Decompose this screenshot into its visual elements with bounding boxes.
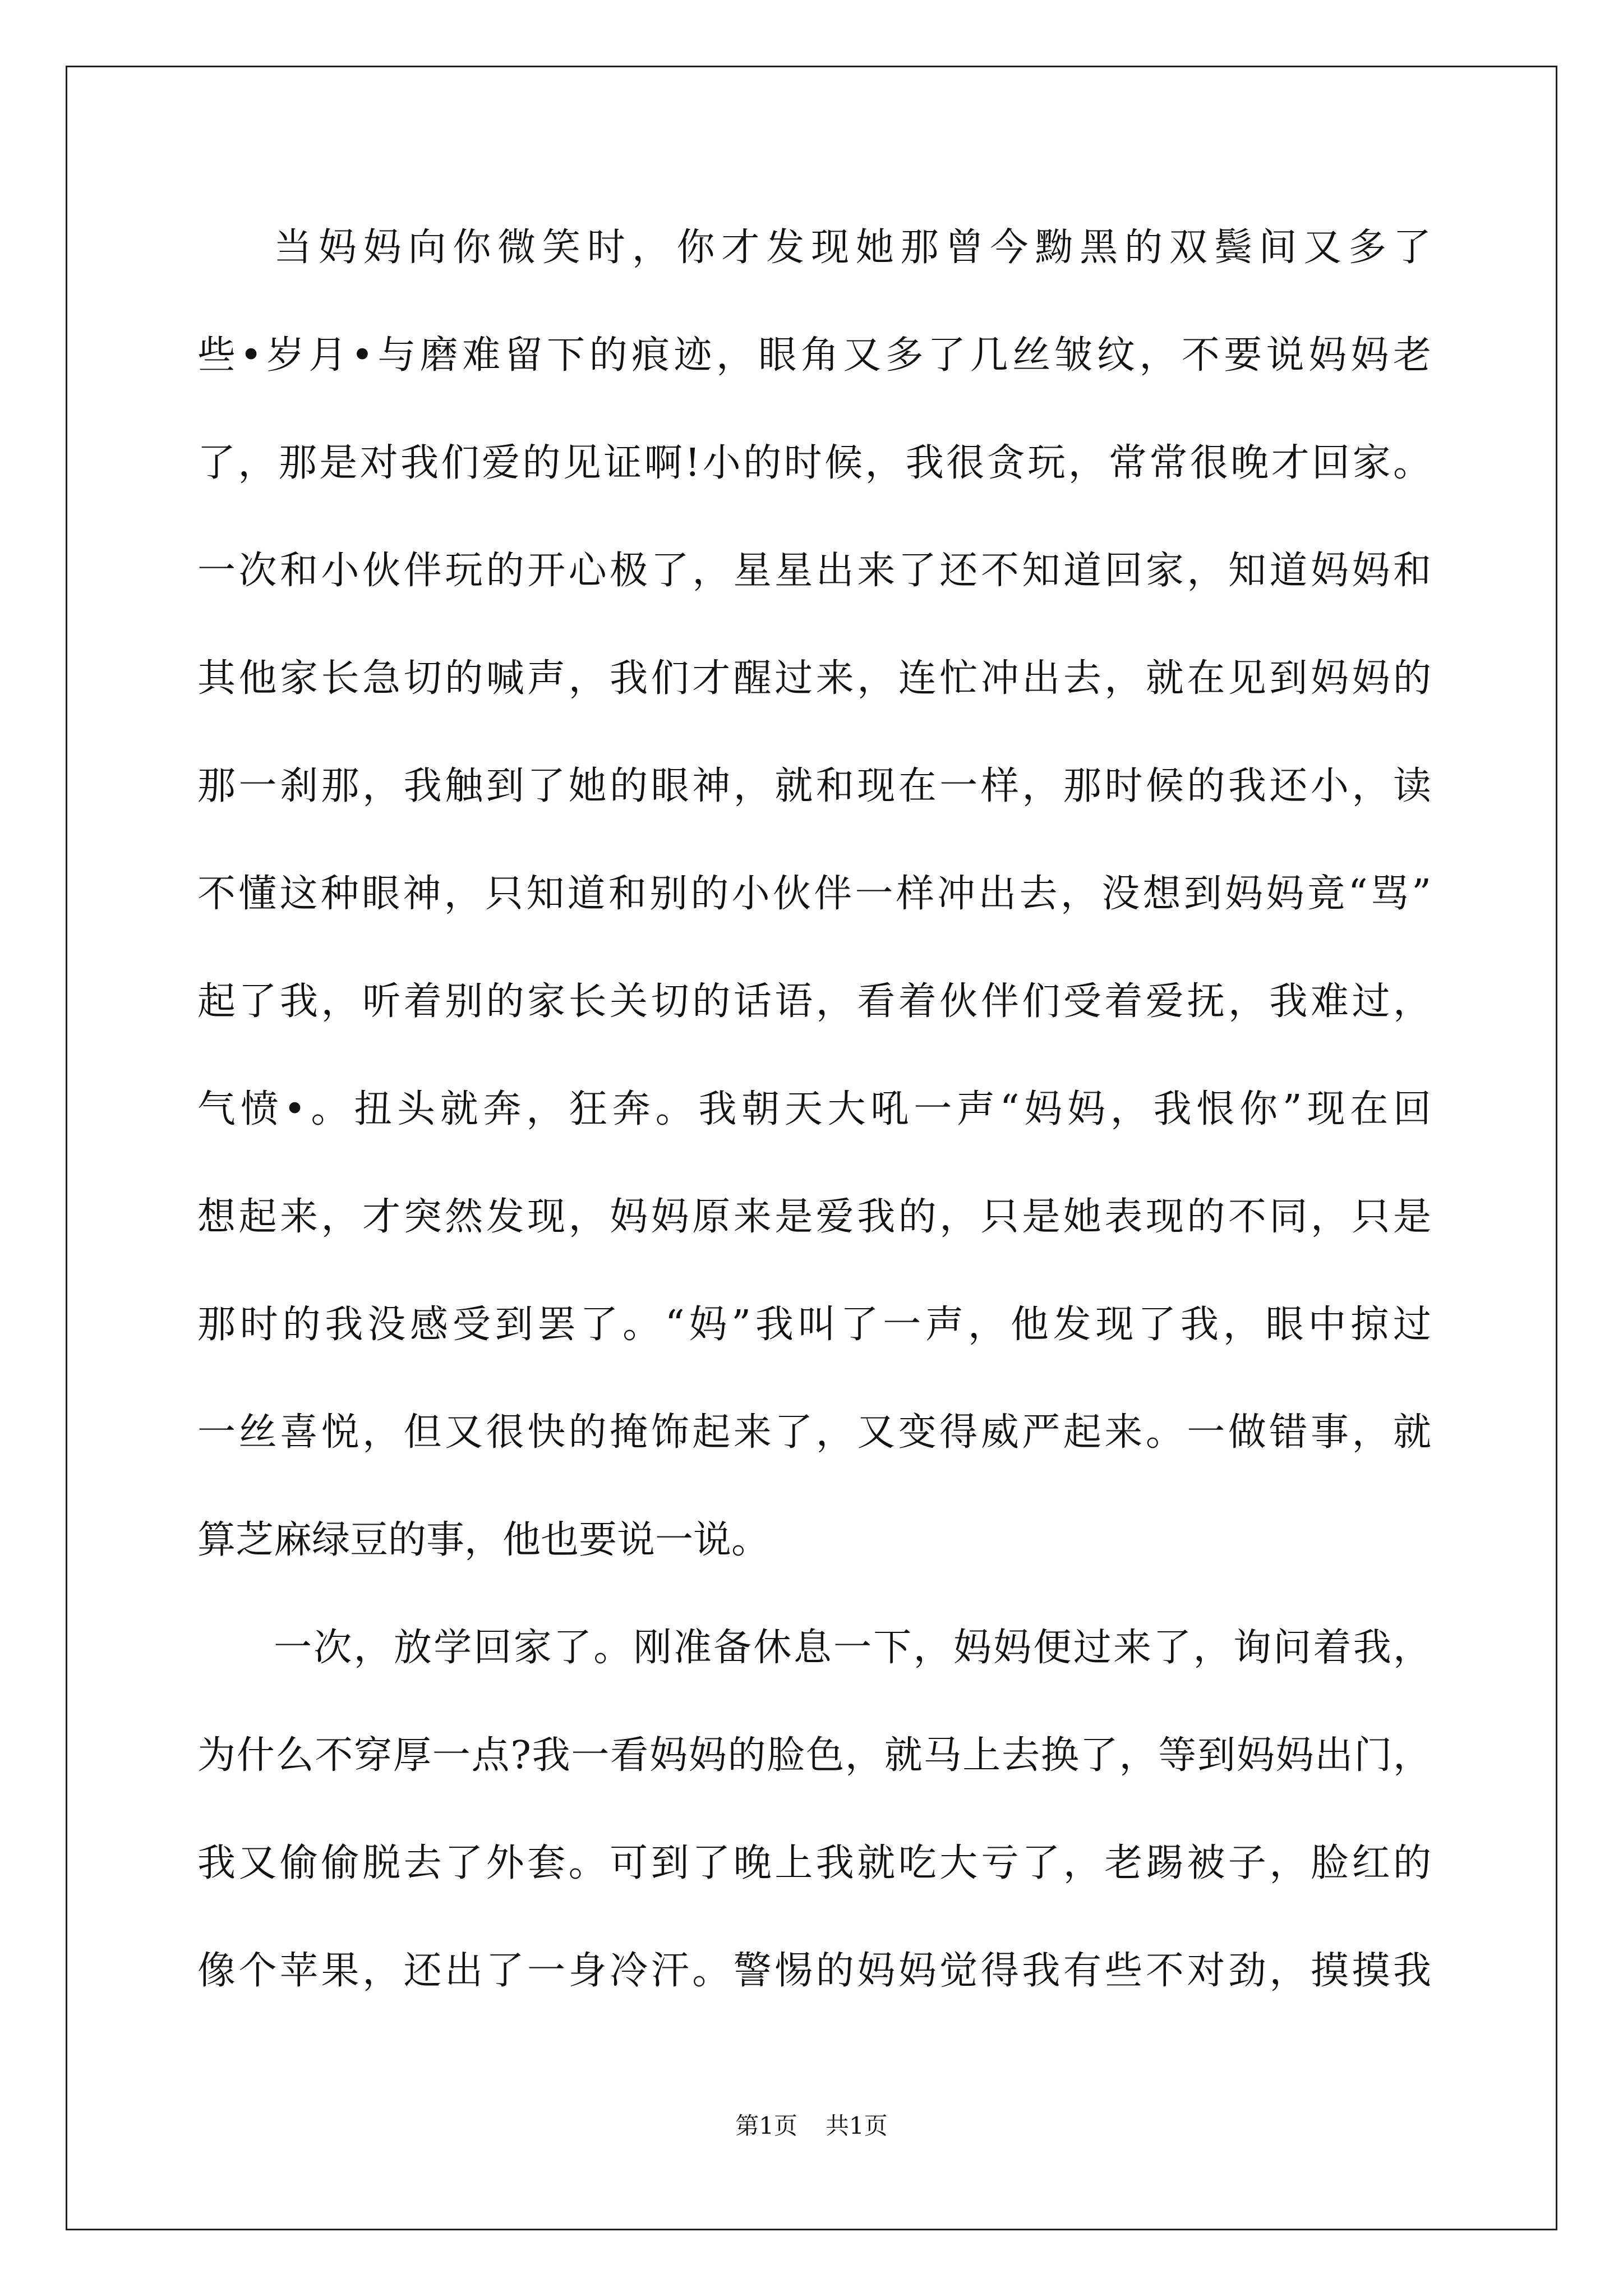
text-line: 像个苹果，还出了一身冷汗。警惕的妈妈觉得我有些不对劲，摸摸我: [197, 1949, 1431, 1993]
text-line: 了，那是对我们爱的见证啊!小的时候，我很贪玩，常常很晚才回家。: [197, 441, 1431, 485]
text-line: 为什么不穿厚一点?我一看妈妈的脸色，就马上去换了，等到妈妈出门，: [197, 1733, 1431, 1778]
text-line: 一丝喜悦，但又很快的掩饰起来了，又变得威严起来。一做错事，就: [197, 1410, 1431, 1455]
text-line: 气愤•。扭头就奔，狂奔。我朝天大吼一声“妈妈，我恨你”现在回: [197, 1087, 1431, 1131]
text-line: 想起来，才突然发现，妈妈原来是爱我的，只是她表现的不同，只是: [197, 1195, 1431, 1239]
text-line: 些•岁月•与磨难留下的痕迹，眼角又多了几丝皱纹，不要说妈妈老: [197, 333, 1431, 378]
text-line: 其他家长急切的喊声，我们才醒过来，连忙冲出去，就在见到妈妈的: [197, 656, 1431, 701]
text-line: 当妈妈向你微笑时，你才发现她那曾今黝黑的双鬓间又多了: [274, 226, 1431, 270]
text-line: 那时的我没感受到罢了。“妈”我叫了一声，他发现了我，眼中掠过: [197, 1303, 1431, 1347]
text-line: 一次和小伙伴玩的开心极了，星星出来了还不知道回家，知道妈妈和: [197, 549, 1431, 593]
text-line: 不懂这种眼神，只知道和别的小伙伴一样冲出去，没想到妈妈竟“骂”: [197, 872, 1431, 916]
page-number: 第1页: [735, 2112, 797, 2139]
text-line: 一次，放学回家了。刚准备休息一下，妈妈便过来了，询问着我，: [274, 1626, 1431, 1670]
text-line: 那一刹那，我触到了她的眼神，就和现在一样，那时候的我还小，读: [197, 764, 1431, 808]
page-footer: [0, 2109, 1623, 2143]
text-line: 算芝麻绿豆的事，他也要说一说。: [197, 1518, 770, 1562]
document-body: [197, 220, 1431, 2051]
text-line: 起了我，听着别的家长关切的话语，看着伙伴们受着爱抚，我难过，: [197, 979, 1431, 1024]
text-line: 我又偷偷脱去了外套。可到了晚上我就吃大亏了，老踢被子，脸红的: [197, 1841, 1431, 1885]
page-total: 共1页: [826, 2112, 888, 2139]
